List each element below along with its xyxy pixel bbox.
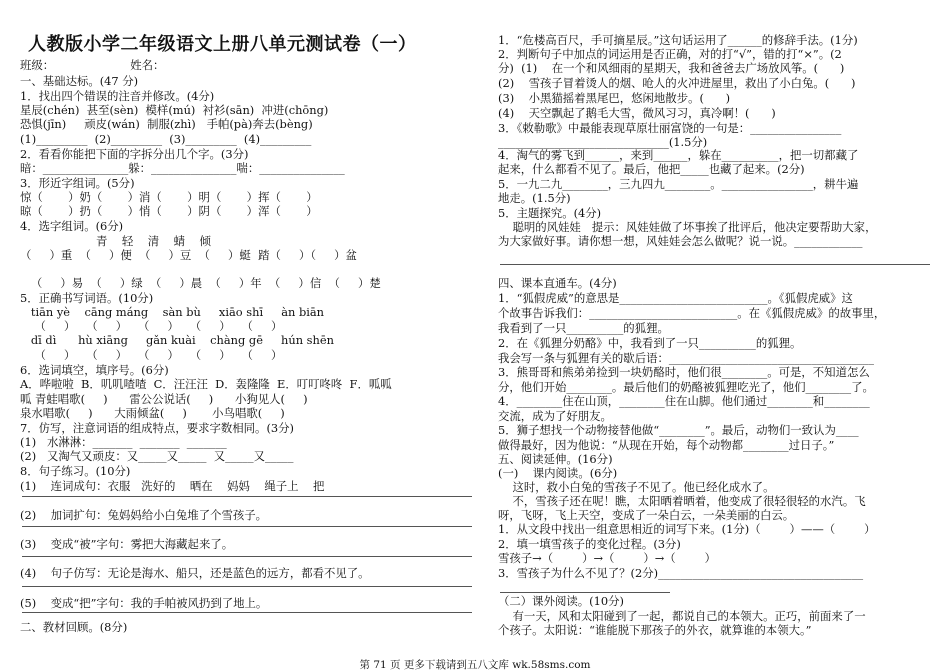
text-line: (3) 小黑猫摇着黑尾巴，悠闲地散步。( ) bbox=[498, 91, 731, 105]
page-footer: 第 71 页 更多下载请到五八文库 wk.58sms.com bbox=[359, 659, 591, 671]
text-line: 个故事告诉我们：__________________________。在《狐假虎威》的故事里， bbox=[498, 306, 886, 320]
text-line: 5．主题探究。(4分) bbox=[498, 206, 602, 220]
text-line: 有一天，风和太阳碰到了一起，都说自己的本领大。正巧，前面来了一 bbox=[498, 609, 866, 623]
text-line: 2．在《狐狸分奶酪》中，我看到了一只__________的狐狸。 bbox=[498, 336, 802, 350]
text-line: 1．找出四个错误的注音并修改。(4分) bbox=[20, 89, 215, 103]
text-line: 我会写一条与狐狸有关的歇后语：____________________________________ bbox=[498, 351, 874, 365]
text-line: (一) 课内阅读。(6分) bbox=[498, 466, 618, 480]
text-line: 暗：_______________躲：_______________喘：_______________ bbox=[20, 161, 345, 175]
text-line: 6．选词填空，填序号。(6分) bbox=[20, 363, 169, 377]
text-line: (5) 变成“把”字句：我的手帕被风扔到了地上。 bbox=[20, 596, 268, 610]
text-line: (1) 连词成句：衣服 洗好的 晒在 妈妈 绳子上 把 bbox=[20, 479, 325, 493]
text-line: 3．熊哥哥和熊弟弟捡到一块奶酪时，他们很________。可是，不知道怎么 bbox=[498, 365, 870, 379]
text-line: 2．判断句子中加点的词运用是否正确，对的打“√”，错的打“×”。(2 bbox=[498, 47, 842, 61]
text-line: 5．正确书写词语。(10分) bbox=[20, 291, 154, 305]
text-line: (1) 水淋淋：_______ _______ _______ bbox=[20, 435, 227, 449]
text-line: 4．淘气的雾飞到______，来到______，躲在__________，把一切都藏了 bbox=[498, 148, 859, 162]
text-line: （二）课外阅读。(10分) bbox=[498, 594, 624, 608]
text-line: (2) 雪孩子冒着烫人的烟、呛人的火冲进屋里，救出了小白兔。( ) bbox=[498, 76, 856, 90]
text-line: 惊（ ）奶（ ）消（ ）明（ ）挥（ ） bbox=[20, 190, 318, 204]
text-line: 交流，成为了好朋友。 bbox=[498, 409, 612, 423]
text-line: 五、阅读延伸。(16分) bbox=[498, 452, 613, 466]
text-line: 聪明的风娃娃 提示：风娃娃做了坏事挨了批评后，他决定要帮助大家， bbox=[498, 220, 877, 234]
text-line: 四、课本直通车。(4分) bbox=[498, 276, 617, 290]
text-line: (4) 天空飘起了鹅毛大雪，微风习习，真冷啊！( ) bbox=[498, 106, 776, 120]
text-line: 晾（ ）扔（ ）悄（ ）阴（ ）浑（ ） bbox=[20, 204, 318, 218]
answer-line bbox=[500, 264, 930, 265]
text-line: （ ）重 （ ）便 （ ）豆 （ ）蜓 踏（ ）（ ）盆 bbox=[20, 248, 357, 262]
text-line: （ ）易 （ ）绿 （ ）晨 （ ）年 （ ）信 （ ）楚 bbox=[20, 276, 381, 290]
text-line: 不，雪孩子还在呢！瞧，太阳晒着晒着，他变成了很轻很轻的水汽。飞 bbox=[498, 494, 866, 508]
text-line: 雪孩子→（ ）→（ ）→（ ） bbox=[498, 551, 717, 565]
text-line: 地走。(1.5分) bbox=[498, 191, 571, 205]
text-line: 2．填一填雪孩子的变化过程。(3分) bbox=[498, 537, 681, 551]
text-line: (1)_________ (2)_________ (3)_________ (4)_________ bbox=[20, 132, 312, 146]
text-line: 3．《敕勒歌》中最能表现草原壮丽富饶的一句是：________________ bbox=[498, 121, 842, 135]
text-line: 1．“危楼高百尺，手可摘星辰。”这句话运用了______的修辞手法。(1分) bbox=[498, 33, 858, 47]
text-line: (4) 句子仿写：无论是海水、船只，还是蓝色的远方，都看不见了。 bbox=[20, 566, 370, 580]
text-line: 个孩子。太阳说：“谁能脱下那孩子的外衣，就算谁的本领大。” bbox=[498, 623, 812, 637]
text-line: 这时，救小白兔的雪孩子不见了。他已经化成水了。 bbox=[498, 480, 775, 494]
text-line: 做得最好，因为他说：“从现在开始，每个动物都________过日子。” bbox=[498, 438, 835, 452]
text-line: 呀，飞呀，飞上天空，变成了一朵白云，一朵美丽的白云。 bbox=[498, 508, 795, 522]
text-line: 1．从文段中找出一组意思相近的词写下来。(1分)（ ）——（ ） bbox=[498, 522, 876, 536]
text-line: 起来，什么都看不见了。最后，他把_____也藏了起来。(2分) bbox=[498, 162, 805, 176]
text-line: 青 轻 清 蜻 倾 bbox=[20, 234, 211, 248]
text-line: 5．狮子想找一个动物接替他做“________”。最后，动物们一致认为____ bbox=[498, 423, 859, 437]
answer-line bbox=[500, 592, 670, 593]
text-line: 2．看看你能把下面的字拆分出几个字。(3分) bbox=[20, 147, 249, 161]
text-line: 3．形近字组词。(5分) bbox=[20, 176, 135, 190]
text-line: (2) 又淘气又顽皮：又_____又_____ 又_____又_____ bbox=[20, 449, 294, 463]
text-line: 恐惧(jīn) 顽皮(wán) 制服(zhì) 手帕(pà)奔去(bèng) bbox=[20, 117, 313, 131]
text-line: 呱 青蛙唱歌( ) 雷公公说话( ) 小狗见人( ) bbox=[20, 392, 308, 406]
text-line: ______________________________(1.5分) bbox=[498, 135, 708, 149]
text-line: 分，他们开始________。最后他们的奶酪被狐狸吃光了，他们________了。 bbox=[498, 380, 874, 394]
text-line: 8．句子练习。(10分) bbox=[20, 464, 131, 478]
text-line: 4．选字组词。(6分) bbox=[20, 219, 124, 233]
text-line: (3) 变成“被”字句：雾把大海藏起来了。 bbox=[20, 537, 234, 551]
text-line: 为大家做好事。请你想一想，风娃娃会怎么做呢？说一说。____________ bbox=[498, 234, 863, 248]
text-line: 3．雪孩子为什么不见了？(2分)____________________________________ bbox=[498, 566, 864, 580]
text-line: （ ） （ ） （ ） （ ） （ ） bbox=[20, 319, 283, 333]
text-line: 班级： 姓名： bbox=[20, 58, 165, 72]
text-line: 1．“狐假虎威”的意思是__________________________。《狐假虎威》这 bbox=[498, 291, 853, 305]
page-title: 人教版小学二年级语文上册八单元测试卷（一） bbox=[28, 34, 417, 55]
text-line: (2) 加词扩句：兔妈妈给小白兔堆了个雪孩子。 bbox=[20, 508, 268, 522]
text-line: A．哗啦啦 B．叽叽喳喳 C．汪汪汪 D．轰隆隆 E．叮叮咚咚 F．呱呱 bbox=[20, 377, 392, 391]
text-line: 分) (1) 在一个和风细雨的星期天，我和爸爸去广场放风筝。( ) bbox=[498, 61, 845, 75]
text-line: tiān yè cāng máng sàn bù xiāo shī àn biān bbox=[20, 305, 325, 319]
answer-line bbox=[22, 612, 472, 613]
text-line: dī dì hù xiāng gǎn kuài chàng gē hún shēn bbox=[20, 333, 334, 347]
text-line: 5．一九二九________，三九四九________。________________，耕牛遍 bbox=[498, 177, 859, 191]
answer-line bbox=[22, 526, 472, 527]
text-line: 7．仿写，注意词语的组成特点，要求字数相同。(3分) bbox=[20, 421, 294, 435]
text-line: 一、基础达标。(47 分) bbox=[20, 74, 139, 88]
text-line: （ ） （ ） （ ） （ ） （ ） bbox=[20, 348, 283, 362]
text-line: 泉水唱歌( ) 大雨倾盆( ) 小鸟唱歌( ) bbox=[20, 406, 285, 420]
text-line: 二、教材回顾。(8分) bbox=[20, 620, 128, 634]
answer-line bbox=[22, 496, 472, 497]
answer-line bbox=[22, 586, 472, 587]
text-line: 星辰(chén) 甚至(sèn) 模样(mú) 衬衫(sān) 冲进(chōng) bbox=[20, 103, 329, 117]
text-line: 4．________住在山顶，________住在山脚。他们通过________和________ bbox=[498, 394, 870, 408]
text-line: 我看到了一只__________的狐狸。 bbox=[498, 321, 669, 335]
answer-line bbox=[22, 556, 472, 557]
